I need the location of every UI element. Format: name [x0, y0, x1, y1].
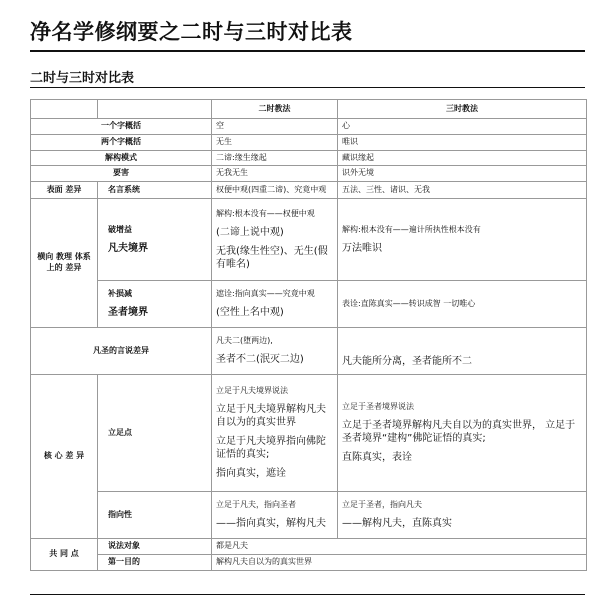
header-two-period: 二时教法	[212, 100, 338, 119]
row-label-busun	[98, 281, 212, 328]
group-label-surface: 表面 差异	[31, 182, 98, 199]
two-period-cell: 权便中观(四重二谛)、究竟中观	[212, 182, 338, 199]
cell-note: 凡夫二(堕两边),	[216, 336, 273, 346]
cell-note: 遮诠:指向真实——究竟中观	[216, 289, 315, 299]
row-label: 第一目的	[98, 554, 212, 570]
cell-note: 立足于圣者境界说法	[342, 402, 414, 412]
table-row	[31, 182, 587, 199]
title-rule	[30, 50, 585, 52]
three-period-cell	[338, 375, 587, 492]
header-cell-empty-1	[31, 100, 98, 119]
row-label-emphasis: 圣者境界	[108, 307, 148, 319]
row-label: 指向性	[98, 492, 212, 539]
three-period-cell	[338, 492, 587, 539]
row-label: 破增益	[108, 224, 132, 234]
three-period-cell: 五法、三性、诸识、无我	[338, 182, 587, 199]
two-period-cell: 空	[212, 119, 338, 135]
bottom-rule	[30, 594, 585, 595]
row-label: 解构模式	[31, 150, 212, 166]
three-period-cell: 识外无境	[338, 166, 587, 182]
cell-text: ——解构凡夫，直陈真实	[342, 518, 452, 530]
row-label: 名言系统	[98, 182, 212, 199]
row-label: 两个字概括	[31, 134, 212, 150]
row-label-emphasis: 凡夫境界	[108, 242, 148, 254]
table-row	[31, 492, 587, 539]
three-period-cell	[338, 281, 587, 328]
row-label: 说法对象	[98, 539, 212, 555]
cell-note: 表诠:直陈真实——转识成智 一切唯心	[342, 298, 476, 308]
table-row	[31, 166, 587, 182]
cell-text: 直陈真实，表诠	[342, 452, 412, 464]
comparison-table	[30, 99, 587, 571]
cell-note: 解构:根本没有——权便中观	[216, 208, 315, 218]
cell-note: 立足于凡夫境界说法	[216, 386, 288, 396]
cell-text: (二谛上说中观)	[216, 226, 284, 238]
cell-text: 立足于凡夫境界指向佛陀证悟的真实;	[216, 436, 326, 461]
three-period-cell: 唯识	[338, 134, 587, 150]
cell-text: 立足于圣者境界解构凡夫自以为的真实世界， 立足于圣者境界“建构”佛陀证悟的真实;	[342, 420, 576, 445]
three-period-cell	[338, 199, 587, 281]
cell-text: 无我(缘生性空)、无生(假有唯名)	[216, 245, 328, 270]
two-period-cell: 无生	[212, 134, 338, 150]
two-period-cell: 二谛:缘生缘起	[212, 150, 338, 166]
row-label: 要害	[31, 166, 212, 182]
header-three-period: 三时教法	[338, 100, 587, 119]
table-row	[31, 281, 587, 328]
cell-note: 立足于凡夫，指向圣者	[216, 500, 296, 510]
two-period-cell	[212, 199, 338, 281]
row-label: 凡圣的言说差异	[31, 328, 212, 375]
cell-note: 立足于圣者，指向凡夫	[342, 500, 422, 510]
group-label-horizontal: 横向 教理 体系上的 差异	[31, 199, 98, 328]
section-title: 二时与三时对比表	[30, 71, 135, 86]
section-rule	[30, 87, 585, 88]
merged-cell: 都是凡夫	[212, 539, 587, 555]
table-row	[31, 328, 587, 375]
group-label-common: 共 同 点	[31, 539, 98, 571]
table-row	[31, 134, 587, 150]
cell-note: 解构:根本没有——遍计所执性根本没有	[342, 224, 481, 234]
three-period-cell: 心	[338, 119, 587, 135]
cell-text: ——指向真实，解构凡夫	[216, 518, 326, 530]
header-cell-empty-2	[98, 100, 212, 119]
table-row	[31, 119, 587, 135]
two-period-cell	[212, 492, 338, 539]
two-period-cell	[212, 375, 338, 492]
table-row	[31, 150, 587, 166]
row-label: 一个字概括	[31, 119, 212, 135]
row-label-pozeng	[98, 199, 212, 281]
two-period-cell: 无我无生	[212, 166, 338, 182]
row-label: 补损减	[108, 289, 132, 299]
page-title: 净名学修纲要之二时与三时对比表	[30, 20, 353, 44]
cell-text: (空性上名中观)	[216, 307, 284, 319]
three-period-cell: 藏识缘起	[338, 150, 587, 166]
cell-text: 指向真实，遮诠	[216, 468, 286, 480]
table-row	[31, 199, 587, 281]
three-period-cell	[338, 328, 587, 375]
cell-text: 万法唯识	[342, 242, 382, 254]
table-row	[31, 375, 587, 492]
merged-cell: 解构凡夫自以为的真实世界	[212, 554, 587, 570]
group-label-core: 核 心 差 异	[31, 375, 98, 539]
table-row	[31, 539, 587, 555]
cell-text: 立足于凡夫境界解构凡夫自以为的真实世界	[216, 404, 326, 429]
two-period-cell	[212, 328, 338, 375]
row-label: 立足点	[98, 375, 212, 492]
table-row	[31, 554, 587, 570]
two-period-cell	[212, 281, 338, 328]
cell-text: 凡夫能所分离，圣者能所不二	[342, 356, 472, 368]
cell-text: 圣者不二(泯灭二边)	[216, 354, 304, 366]
header-row	[31, 100, 587, 119]
